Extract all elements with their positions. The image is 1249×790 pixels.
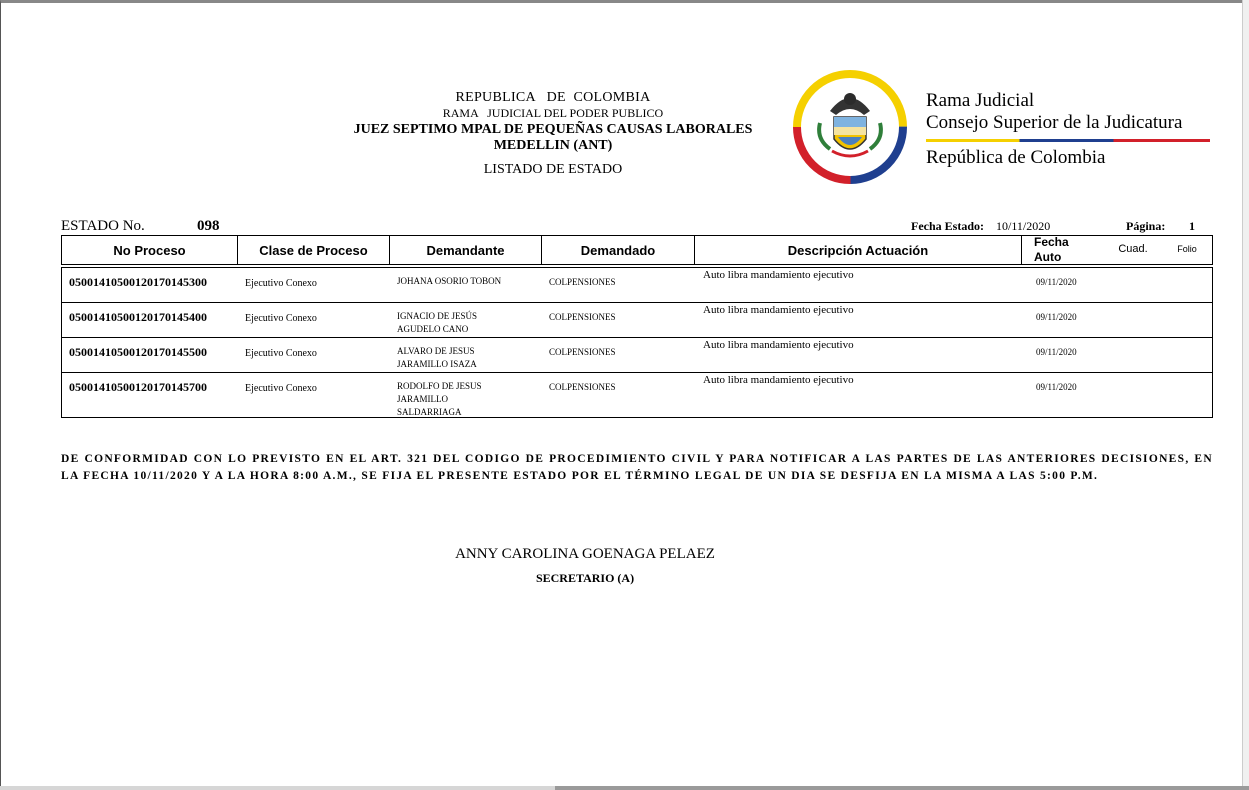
rama-judicial-seal: [790, 67, 910, 187]
cell-proceso: 05001410500120170145300: [69, 275, 207, 289]
header-folio: Folio: [1177, 244, 1197, 254]
cell-proceso: 05001410500120170145700: [69, 380, 207, 394]
pagina-label: Página:: [1126, 219, 1166, 233]
table-row: [62, 373, 1212, 417]
fecha-estado-label: Fecha Estado:: [911, 219, 984, 233]
cell-demandante: RODOLFO DE JESUS JARAMILLO SALDARRIAGA: [397, 381, 482, 417]
seal-icon: [790, 67, 910, 187]
header-republic: REPUBLICA DE COLOMBIA: [455, 90, 651, 105]
cell-fecha: 09/11/2020: [1036, 347, 1077, 357]
logo-rule: [926, 139, 1210, 142]
header-demandado: Demandado: [542, 236, 695, 264]
header-proceso: No Proceso: [62, 236, 238, 264]
signature-name: ANNY CAROLINA GOENAGA PELAEZ: [455, 546, 715, 562]
cell-proceso: 05001410500120170145500: [69, 345, 207, 359]
header-fecha-auto: Fecha Auto: [1034, 235, 1069, 264]
signature-title: SECRETARIO (A): [535, 571, 635, 585]
cell-demandado: COLPENSIONES: [549, 277, 616, 287]
cell-demandante: ALVARO DE JESUS JARAMILLO ISAZA: [397, 346, 477, 369]
cell-demandante: IGNACIO DE JESÚS AGUDELO CANO: [397, 311, 478, 334]
cell-descripcion: Auto libra mandamiento ejecutivo: [703, 339, 854, 351]
logo-line-consejo: Consejo Superior de la Judicatura: [926, 112, 1183, 133]
cell-demandado: COLPENSIONES: [549, 347, 616, 357]
cell-demandado: COLPENSIONES: [549, 382, 616, 392]
logo-line-republica: República de Colombia: [926, 147, 1106, 168]
vertical-scrollbar[interactable]: [1242, 0, 1249, 790]
header-listado: LISTADO DE ESTADO: [483, 162, 623, 177]
cell-fecha: 09/11/2020: [1036, 312, 1077, 322]
header-city: MEDELLIN (ANT): [493, 138, 613, 153]
header-cuad: Cuad.: [1118, 243, 1148, 255]
cell-demandante: JOHANA OSORIO TOBON: [397, 276, 502, 286]
header-demandante: Demandante: [390, 236, 542, 264]
cell-descripcion: Auto libra mandamiento ejecutivo: [703, 269, 854, 281]
cell-fecha: 09/11/2020: [1036, 277, 1077, 287]
cell-clase: Ejecutivo Conexo: [245, 313, 317, 324]
cell-clase: Ejecutivo Conexo: [245, 383, 317, 394]
table-row: [62, 268, 1212, 303]
cell-fecha: 09/11/2020: [1036, 382, 1077, 392]
table-row: [62, 338, 1212, 373]
cell-clase: Ejecutivo Conexo: [245, 278, 317, 289]
notice-text: DE CONFORMIDAD CON LO PREVISTO EN EL ART. 321 DEL CODIGO DE PROCEDIMIENTO CIVIL Y PARA NOTIFICAR A LAS PARTES DE LAS ANTERIORES DECISIONES, EN LA FECHA 10/11/2020 Y A LA HORA 8:00 A.M., SE FIJA EL PRESENTE ESTADO POR EL TÉRMINO LEGAL DE UN DIA SE DESFIJA EN LA MISMA A LAS 5:00 P.M.: [61, 453, 1213, 482]
table-row: [62, 303, 1212, 338]
pagina-value: 1: [1189, 219, 1195, 233]
cell-demandado: COLPENSIONES: [549, 312, 616, 322]
header-clase: Clase de Proceso: [238, 236, 390, 264]
table-body: [61, 267, 1213, 418]
fecha-estado-value: 10/11/2020: [996, 219, 1051, 233]
header-descripcion: Descripción Actuación: [695, 236, 1022, 264]
cell-descripcion: Auto libra mandamiento ejecutivo: [703, 374, 854, 386]
estado-label: ESTADO No.: [61, 218, 145, 234]
cell-descripcion: Auto libra mandamiento ejecutivo: [703, 304, 854, 316]
table-header: [61, 235, 1213, 265]
estado-number: 098: [197, 218, 220, 234]
header-juez: JUEZ SEPTIMO MPAL DE PEQUEÑAS CAUSAS LABORALES: [353, 122, 753, 137]
header-rama: RAMA JUDICIAL DEL PODER PUBLICO: [442, 106, 664, 120]
cell-clase: Ejecutivo Conexo: [245, 348, 317, 359]
horizontal-scrollbar[interactable]: [0, 786, 1249, 790]
scrollbar-thumb[interactable]: [0, 786, 555, 790]
cell-proceso: 05001410500120170145400: [69, 310, 207, 324]
logo-line-rama: Rama Judicial: [926, 90, 1035, 111]
